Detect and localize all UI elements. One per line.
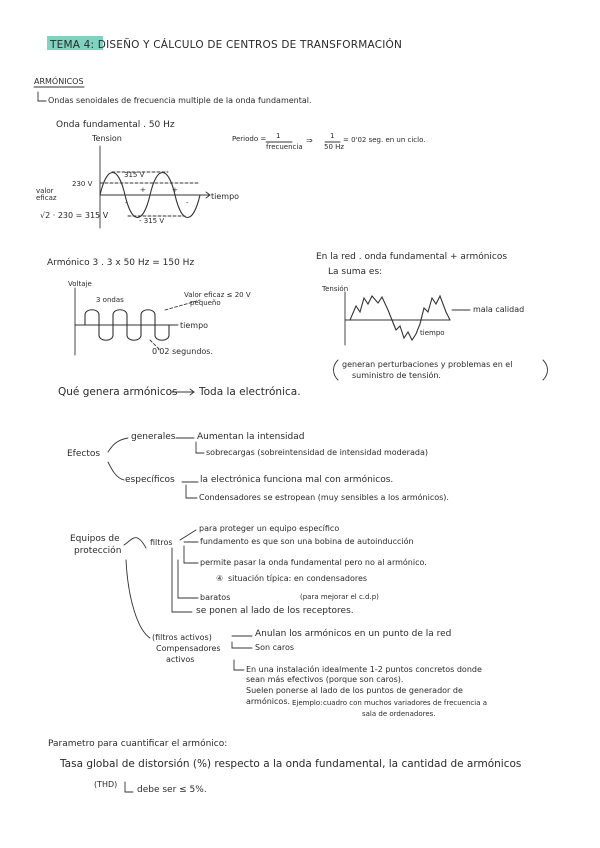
efectos-generales: generales	[131, 432, 176, 442]
efectos-brace	[108, 438, 128, 452]
harm-axis-x: tiempo	[180, 321, 209, 330]
equipos-brace	[124, 538, 146, 548]
filtros-3: permite pasar la onda fundamental pero no al armónico.	[200, 558, 427, 567]
filtros-1: para proteger un equipo específico	[199, 524, 340, 533]
equipos-label2: protección	[74, 546, 122, 556]
fund-neg-peak: - 315 V	[139, 217, 165, 225]
especificos-sub	[186, 485, 197, 498]
efectos-brace-low	[108, 462, 124, 480]
genera-question: Qué genera armónicos	[58, 386, 178, 398]
filtros-5: baratos	[200, 593, 231, 602]
filtros-fork	[180, 530, 196, 540]
fund-minus-1: -	[125, 199, 128, 207]
efectos-especificos-2: Condensadores se estropean (muy sensibles a los armónicos).	[199, 493, 449, 502]
filtros-2: fundamento es que son una bobina de autoinducción	[200, 537, 414, 546]
harm-label: Armónico 3 . 3 x 50 Hz = 150 Hz	[47, 258, 195, 268]
filtros-5-note: (para mejorar el c.d.p)	[300, 593, 379, 601]
armonicos-definition: Ondas senoidales de frecuencia multiple de la onda fundamental.	[48, 96, 312, 105]
efectos-especificos: específicos	[125, 475, 175, 485]
filtros-tree	[172, 548, 192, 612]
title-rest: : DISEÑO Y CÁLCULO DE CENTROS DE TRANSFORMACIÓN	[90, 39, 403, 51]
activos-2: Compensadores	[156, 644, 221, 653]
fund-rms: 230 V	[72, 180, 93, 188]
efectos-especificos-1: la electrónica funciona mal con armónicos.	[200, 475, 394, 485]
periodo-label: Periodo =	[232, 135, 267, 143]
equipos-low	[126, 560, 150, 638]
equipos-label1: Equipos de	[70, 534, 120, 544]
red-line2: La suma es:	[328, 267, 383, 277]
filtros-4: situación típica: en condensadores	[228, 574, 368, 583]
parametro-heading: Parametro para cuantificar el armónico:	[48, 739, 228, 749]
red-axis-y: Tensión	[322, 285, 349, 293]
thd-arrow	[125, 782, 133, 792]
efectos-generales-2: sobrecargas (sobreintensidad de intensidad moderada)	[206, 448, 428, 457]
harm-axis-y: Voltaje	[68, 280, 92, 288]
activos-a7-label: Ejemplo:	[292, 699, 323, 707]
activos-a6: armónicos.	[246, 697, 291, 706]
activos-a4: sean más efectivos (porque son caros).	[246, 675, 404, 684]
fund-plus-2: +	[172, 186, 178, 194]
page-title	[50, 39, 402, 51]
periodo-arrow: ⇒	[306, 136, 313, 145]
definition-arrow	[38, 92, 46, 101]
filtros-6: se ponen al lado de los receptores.	[196, 606, 354, 616]
periodo-result: = 0'02 seg. en un ciclo.	[343, 136, 426, 144]
fund-plus-1: +	[140, 186, 146, 194]
parametro-line1: Tasa global de distorsión (%) respecto a la onda fundamental, la cantidad de armónicos	[60, 758, 522, 770]
activos-a3: En una instalación idealmente 1-2 puntos concretos donde	[246, 665, 482, 674]
activos-1: (filtros activos)	[152, 633, 212, 642]
filtros-4-mark: ④	[216, 574, 224, 583]
parametro-thd: (THD)	[94, 780, 118, 789]
activos-a1: Anulan los armónicos en un punto de la red	[255, 629, 452, 639]
activos-a5: Suelen ponerse al lado de los puntos de generador de	[246, 686, 463, 695]
periodo-num2: 1	[330, 132, 335, 140]
red-note2: suministro de tensión.	[352, 371, 441, 380]
activos-arrow3	[234, 660, 244, 670]
activos-a7: cuadro con muchos variadores de frecuencia a	[323, 699, 488, 707]
harm-valor-eficaz: Valor eficaz ≤ 20 V	[184, 291, 251, 299]
generales-sub	[196, 442, 204, 453]
activos-arrow2	[232, 642, 252, 648]
genera-answer: Toda la electrónica.	[199, 386, 301, 398]
efectos-generales-1: Aumentan la intensidad	[197, 432, 305, 442]
filtros-tree2	[178, 560, 198, 598]
periodo-den: frecuencia	[266, 143, 303, 151]
red-calidad: mala calidad	[473, 305, 525, 314]
red-bracket-right	[543, 360, 548, 380]
armonicos-heading: ARMÓNICOS	[34, 77, 84, 86]
fund-rms-label: valor eficaz	[36, 187, 57, 202]
red-bracket-left	[334, 360, 339, 380]
harm-pequeno: pequeño	[190, 299, 221, 307]
fund-axis-y: Tension	[92, 134, 122, 143]
filtros-fork3	[184, 546, 198, 563]
activos-a8: sala de ordenadores.	[362, 710, 436, 718]
fund-sqrt: √2 · 230 = 315 V	[40, 211, 109, 220]
fund-minus-2: -	[186, 199, 189, 207]
fund-label: Onda fundamental . 50 Hz	[56, 120, 175, 130]
periodo-num: 1	[276, 132, 281, 140]
activos-3: activos	[166, 655, 195, 664]
activos-a2: Son caros	[255, 643, 295, 652]
periodo-den2: 50 Hz	[324, 143, 345, 151]
efectos-label: Efectos	[67, 449, 101, 459]
title-highlight-text: TEMA 4	[50, 39, 91, 51]
fund-peak: 315 V	[124, 171, 145, 179]
harm-ondas: 3 ondas	[96, 296, 124, 304]
red-axis-x: tiempo	[420, 329, 445, 337]
fund-axis-x: tiempo	[211, 192, 240, 201]
equipos-filtros: filtros	[150, 538, 173, 547]
red-note1: generan perturbaciones y problemas en el	[342, 360, 513, 369]
harm-segundos: 0'02 segundos.	[152, 347, 214, 356]
red-line1: En la red . onda fundamental + armónicos	[316, 252, 508, 262]
parametro-line2: debe ser ≤ 5%.	[137, 785, 207, 795]
